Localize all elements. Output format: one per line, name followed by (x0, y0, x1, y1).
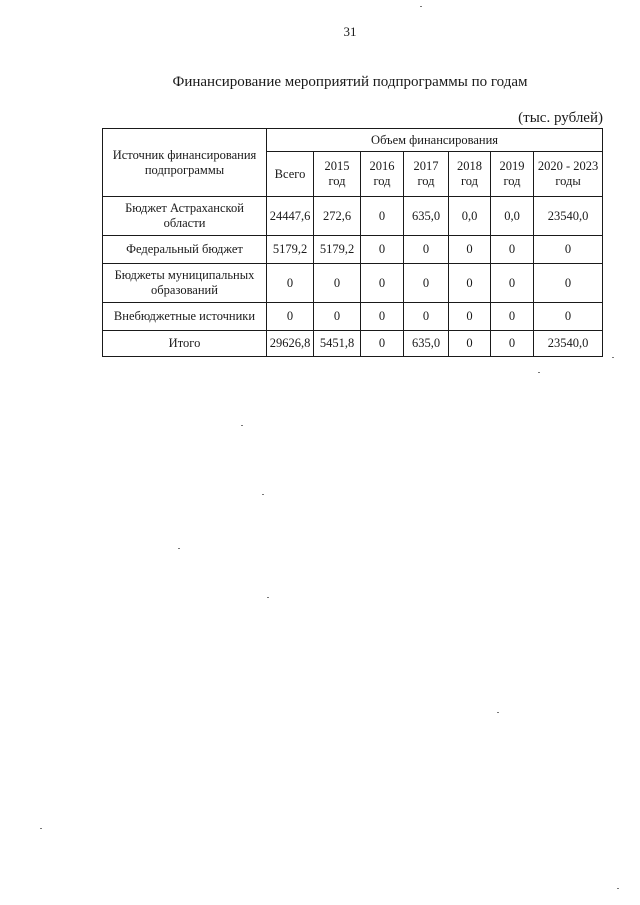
scan-speck (497, 712, 499, 713)
row-source: Итого (103, 331, 267, 357)
cell-value: 23540,0 (534, 197, 603, 236)
total-row (103, 331, 603, 357)
row-source: Бюджеты муниципальных образований (103, 264, 267, 303)
cell-value: 0 (404, 236, 449, 264)
table-row (103, 197, 603, 236)
cell-value: 0 (491, 236, 534, 264)
scan-speck (420, 6, 422, 7)
financing-table (102, 128, 603, 357)
cell-value: 0 (491, 264, 534, 303)
scan-speck (262, 494, 264, 495)
row-source: Бюджет Астраханской области (103, 197, 267, 236)
cell-value: 0 (534, 236, 603, 264)
cell-value: 5179,2 (267, 236, 314, 264)
column-header: 2017 год (404, 152, 449, 197)
volume-header: Объем финансирования (267, 129, 603, 152)
column-header: 2020 - 2023 годы (534, 152, 603, 197)
units-label: (тыс. рублей) (518, 110, 603, 126)
page-title: Финансирование мероприятий подпрограммы по годам (172, 74, 528, 90)
column-header: 2016 год (361, 152, 404, 197)
cell-value: 0 (361, 264, 404, 303)
cell-value: 0 (314, 303, 361, 331)
cell-value: 0 (449, 303, 491, 331)
cell-value: 0 (449, 264, 491, 303)
cell-value: 0 (361, 236, 404, 264)
cell-value: 24447,6 (267, 197, 314, 236)
cell-value: 635,0 (404, 197, 449, 236)
cell-value: 0 (267, 303, 314, 331)
cell-value: 0 (267, 264, 314, 303)
cell-value: 0 (491, 303, 534, 331)
column-header: Всего (267, 152, 314, 197)
cell-value: 272,6 (314, 197, 361, 236)
table-row (103, 264, 603, 303)
row-source: Федеральный бюджет (103, 236, 267, 264)
cell-value: 29626,8 (267, 331, 314, 357)
column-header: 2015 год (314, 152, 361, 197)
column-header: 2019 год (491, 152, 534, 197)
cell-value: 0,0 (449, 197, 491, 236)
cell-value: 0 (491, 331, 534, 357)
cell-value: 0 (361, 303, 404, 331)
scan-speck (617, 888, 619, 889)
cell-value: 5179,2 (314, 236, 361, 264)
cell-value: 0,0 (491, 197, 534, 236)
cell-value: 635,0 (404, 331, 449, 357)
row-source: Внебюджетные источники (103, 303, 267, 331)
cell-value: 0 (534, 264, 603, 303)
cell-value: 0 (534, 303, 603, 331)
scan-speck (538, 372, 540, 373)
cell-value: 0 (449, 236, 491, 264)
cell-value: 23540,0 (534, 331, 603, 357)
scan-speck (178, 548, 180, 549)
scan-speck (241, 425, 243, 426)
cell-value: 0 (361, 331, 404, 357)
cell-value: 5451,8 (314, 331, 361, 357)
source-header: Источник финансирования подпрограммы (103, 129, 267, 197)
page-number: 31 (343, 24, 357, 39)
cell-value: 0 (314, 264, 361, 303)
cell-value: 0 (404, 303, 449, 331)
column-header: 2018 год (449, 152, 491, 197)
table-row (103, 303, 603, 331)
scan-speck (612, 357, 614, 358)
cell-value: 0 (404, 264, 449, 303)
scan-speck (267, 597, 269, 598)
table-row (103, 236, 603, 264)
cell-value: 0 (361, 197, 404, 236)
scan-speck (40, 828, 42, 829)
cell-value: 0 (449, 331, 491, 357)
